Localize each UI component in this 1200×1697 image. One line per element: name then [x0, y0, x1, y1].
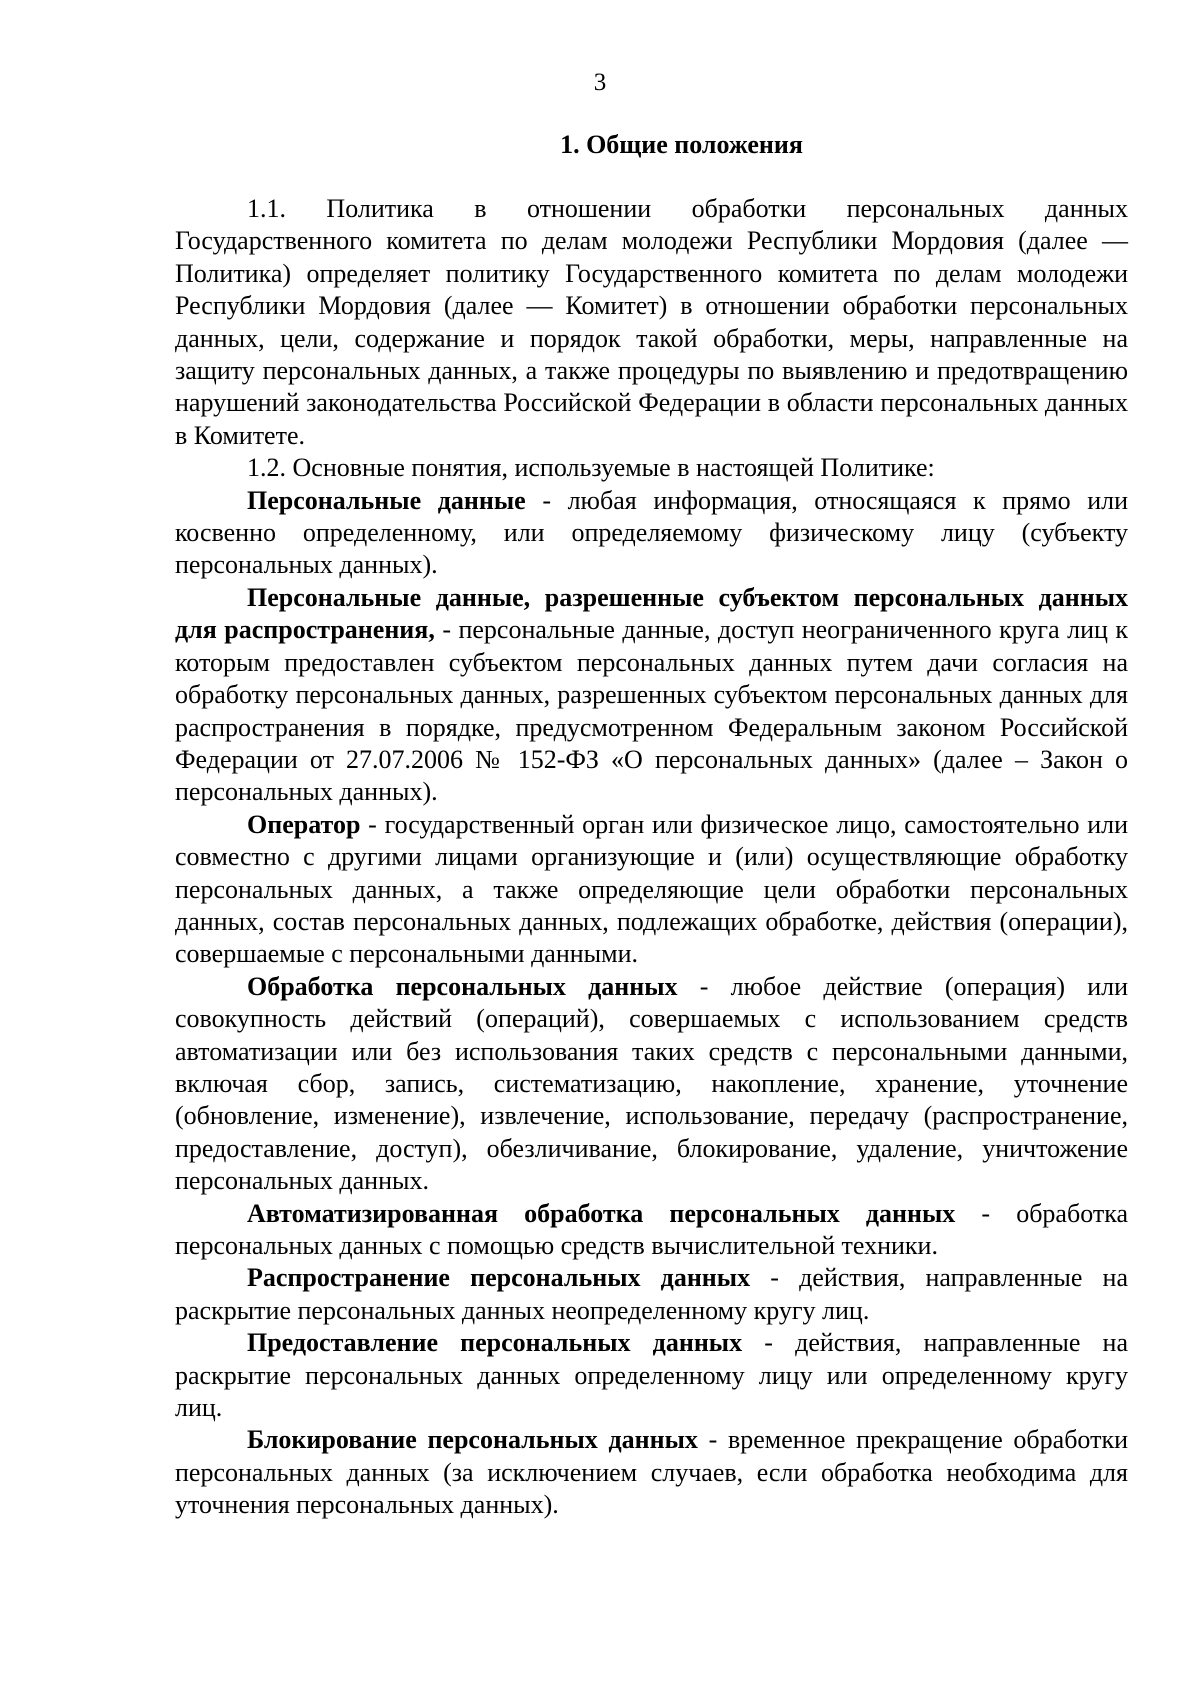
definition-distribution: [175, 1262, 1128, 1327]
definition-text: - временное прекращение обработки персональных данных (за исключением случаев, если обработка необходима для уточнения персональных данных).: [175, 1425, 1128, 1520]
definition-blocking: [175, 1424, 1128, 1521]
definition-text: - персональные данные, доступ неограниченного круга лиц к которым предоставлен субъектом персональных данных путем дачи согласия на обработку персональных данных, разрешенных субъектом персональных данных для распространения в порядке, предусмотренном Федеральным законом Российской Федерации от 27.07.2006 № 152-ФЗ «О персональных данных» (далее – Закон о персональных данных).: [175, 615, 1129, 807]
definition-term: Персональные данные: [247, 485, 526, 515]
definition-text: - любое действие (операция) или совокупность действий (операций), совершаемых с использованием средств автоматизации или без использования таких средств с персональными данными, включая сбор, запись, систематизацию, накопление, хранение, уточнение (обновление, изменение), извлечение, использование, передачу (распространение, предоставление, доступ), обезличивание, блокирование, удаление, уничтожение персональных данных.: [175, 971, 1129, 1196]
definition-term: Распространение персональных данных: [247, 1263, 751, 1293]
definition-term: Персональные данные, разрешенные субъектом персональных данных для распространения,: [175, 582, 1128, 645]
paragraph-1-1: 1.1. Политика в отношении обработки персональных данных Государственного комитета по делам молодежи Республики Мордовия (далее — Политика) определяет политику Государственного комитета по делам молодежи Республики Мордовия (далее — Комитет) в отношении обработки персональных данных, цели, содержание и порядок такой обработки, меры, направленные на защиту персональных данных, а также процедуры по выявлению и предотвращению нарушений законодательства Российской Федерации в области персональных данных в Комитете.: [175, 194, 1128, 450]
definition-term: Обработка персональных данных: [247, 971, 678, 1001]
paragraph-1-2: 1.2. Основные понятия, используемые в настоящей Политике:: [247, 453, 935, 483]
definition-term: Автоматизированная обработка персональных данных: [247, 1198, 956, 1228]
definition-text: - обработка персональных данных с помощью средств вычислительной техники.: [175, 1198, 1128, 1260]
definition-personal-data: [175, 485, 1128, 582]
definition-processing: [175, 971, 1128, 1198]
definition-operator: [175, 809, 1128, 971]
definition-term: Предоставление персональных данных: [247, 1328, 743, 1358]
definition-term: Оператор: [247, 809, 361, 839]
section-title: 1. Общие положения: [560, 130, 803, 159]
definition-text: - любая информация, относящаяся к прямо или косвенно определенному, или определяемому физическому лицу (субъекту персональных данных).: [175, 485, 1128, 580]
definition-term: Блокирование персональных данных: [247, 1425, 698, 1455]
definition-text: - действия, направленные на раскрытие персональных данных определенному лицу или определенному кругу лиц.: [175, 1328, 1129, 1423]
document-body: [175, 193, 1128, 1522]
definition-text: - государственный орган или физическое лицо, самостоятельно или совместно с другими лицами организующие и (или) осуществляющие обработку персональных данных, а также определяющие цели обработки персональных данных, состав персональных данных, подлежащих обработке, действия (операции), совершаемые с персональными данными.: [175, 809, 1128, 969]
definition-provision: [175, 1327, 1128, 1424]
definition-personal-data-for-distribution: [175, 582, 1128, 809]
definition-automated-processing: [175, 1198, 1128, 1263]
definition-text: - действия, направленные на раскрытие персональных данных неопределенному кругу лиц.: [175, 1263, 1128, 1325]
page-number: 3: [593, 69, 607, 96]
